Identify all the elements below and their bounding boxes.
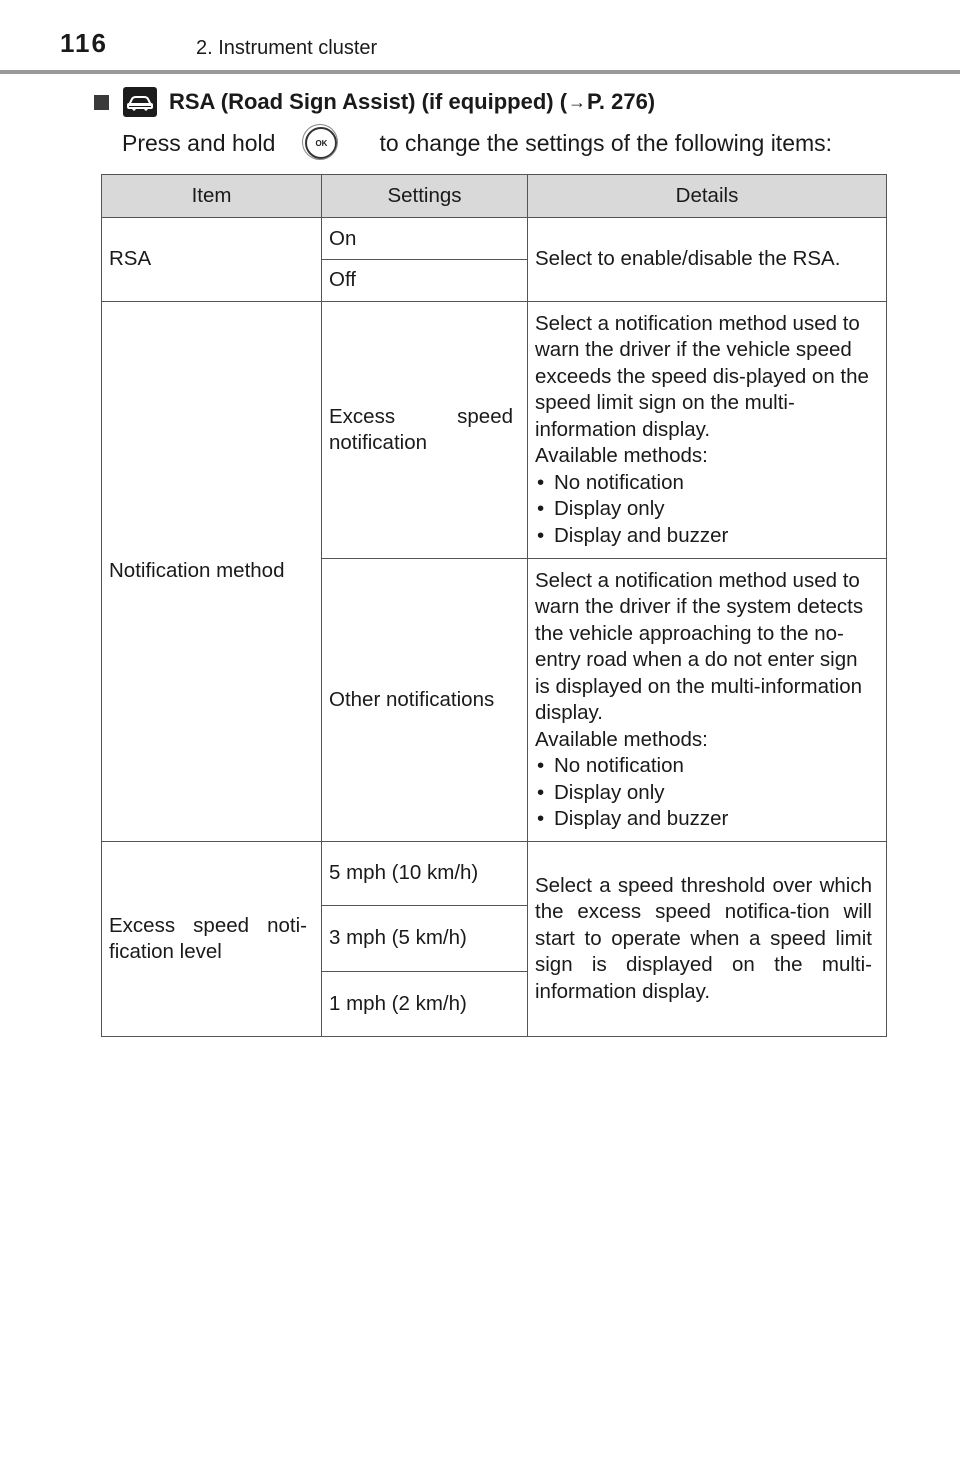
setting-other-notifications: Other notifications (322, 559, 528, 842)
bullet-square-icon (94, 95, 109, 110)
methods-list (535, 753, 872, 833)
page-number: 116 (60, 28, 108, 58)
section-title (94, 86, 655, 118)
table-row (102, 842, 887, 906)
ok-button-icon: OK (305, 127, 337, 159)
list-item: • No notification (535, 470, 872, 497)
details-excess-speed-notification (528, 302, 887, 559)
setting-excess-speed-notification: Excess speed notification (322, 302, 528, 559)
header-rule (0, 70, 960, 74)
list-item: • Display only (535, 780, 872, 807)
list-item: • Display and buzzer (535, 523, 872, 550)
setting-off: Off (322, 260, 528, 302)
details-text: Select a notification method used to warn the driver if the vehicle speed exceeds the speed dis-played on the speed limit sign on the multi-information display. (535, 311, 869, 441)
details-other-notifications (528, 559, 887, 842)
section-title-text: RSA (Road Sign Assist) (if equipped) ( (169, 89, 568, 114)
details-excess-speed-level: Select a speed threshold over which the excess speed notifica-tion will start to operate when a speed limit sign is displayed on the multi-information display. (528, 842, 887, 1037)
methods-list (535, 470, 872, 550)
intro-text (122, 127, 892, 159)
methods-label: Available methods: (535, 444, 708, 468)
settings-table (101, 174, 887, 1037)
table-header-row (102, 175, 887, 218)
methods-label: Available methods: (535, 727, 708, 751)
item-rsa: RSA (102, 218, 322, 302)
list-item: • Display and buzzer (535, 806, 872, 833)
table-row (102, 302, 887, 559)
setting-5mph: 5 mph (10 km/h) (322, 842, 528, 906)
intro-after: to change the settings of the following items: (379, 129, 833, 156)
details-text: Select a notification method used to warn the driver if the system detects the vehicle approaching to the no-entry road when a do not enter sign is displayed on the multi-information display. (535, 568, 864, 724)
item-excess-speed-level: Excess speed noti-fication level (102, 842, 322, 1037)
column-header-item: Item (102, 175, 322, 218)
list-item: • Display only (535, 496, 872, 523)
setting-on: On (322, 218, 528, 260)
road-sign-car-icon (123, 87, 157, 117)
setting-3mph: 3 mph (5 km/h) (322, 906, 528, 972)
column-header-details: Details (528, 175, 887, 218)
list-item: • No notification (535, 753, 872, 780)
setting-1mph: 1 mph (2 km/h) (322, 972, 528, 1037)
chapter-title: 2. Instrument cluster (196, 37, 378, 59)
page-header (0, 0, 960, 76)
details-rsa: Select to enable/disable the RSA. (528, 218, 887, 302)
arrow-right-icon: → (568, 91, 587, 112)
intro-before: Press and hold (122, 129, 276, 156)
column-header-settings: Settings (322, 175, 528, 218)
table-row (102, 218, 887, 260)
section-page-ref: P. 276) (587, 89, 656, 114)
item-notification-method: Notification method (102, 302, 322, 842)
